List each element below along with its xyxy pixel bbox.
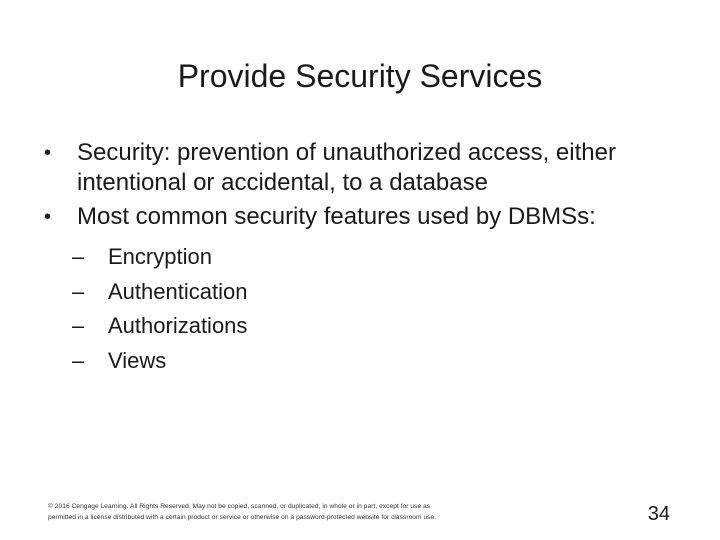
subbullet-marker: – bbox=[72, 347, 85, 373]
bullet-item bbox=[44, 138, 684, 198]
subbullet-text: Authentication bbox=[108, 278, 248, 304]
slide-title: Provide Security Services bbox=[177, 58, 543, 94]
copyright-footer bbox=[48, 501, 568, 523]
bullet-item bbox=[44, 202, 684, 232]
subbullet-text: Authorizations bbox=[108, 313, 248, 338]
copyright-line: © 2016 Cengage Learning. All Rights Reserved. May not be copied, scanned, or duplicated, in whole or in part, except for use as bbox=[48, 503, 431, 510]
bullet-marker: • bbox=[44, 142, 52, 164]
subbullet-item bbox=[72, 275, 247, 310]
bullet-list bbox=[44, 138, 684, 236]
subbullet-text: Views bbox=[108, 347, 167, 373]
bullet-text: Most common security features used by DBMSs: bbox=[77, 203, 596, 230]
bullet-marker: • bbox=[44, 206, 52, 228]
subbullet-list bbox=[72, 240, 247, 378]
subbullet-marker: – bbox=[72, 278, 85, 304]
subbullet-item bbox=[72, 344, 247, 379]
copyright-line: permitted in a license distributed with a certain product or service or otherwise on a password-protected website for classroom use. bbox=[48, 514, 437, 521]
page-number: 34 bbox=[647, 503, 670, 525]
bullet-text: Security: prevention of unauthorized access, either intentional or accidental, to a database bbox=[77, 139, 616, 196]
subbullet-text: Encryption bbox=[108, 244, 212, 269]
subbullet-item bbox=[72, 309, 247, 344]
subbullet-item bbox=[72, 240, 247, 275]
subbullet-marker: – bbox=[72, 244, 85, 269]
subbullet-marker: – bbox=[72, 313, 85, 338]
